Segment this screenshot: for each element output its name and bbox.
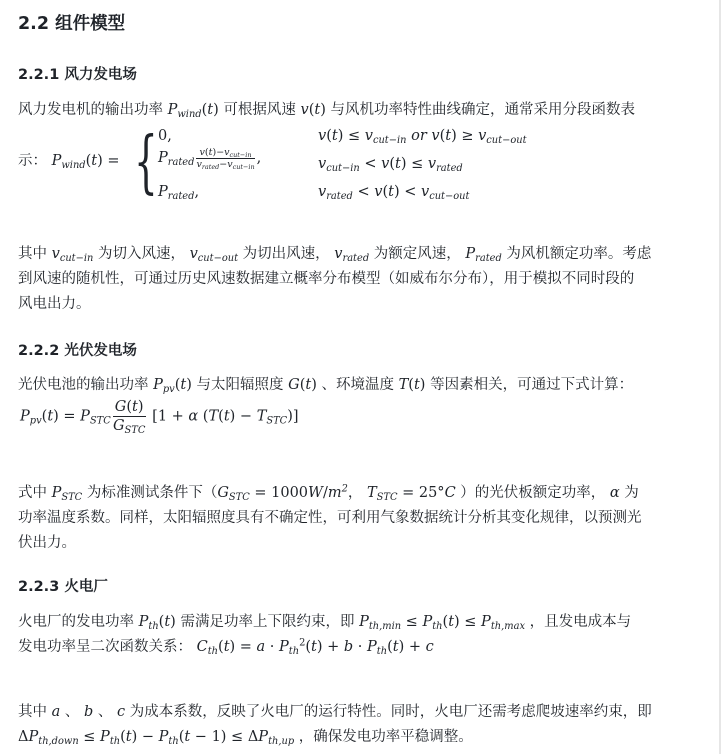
pv-heading: 2.2.2 光伏发电场: [18, 343, 137, 359]
case-1-condition: $v(t) \le v_{cut-in}$ or $v(t) \ge v_{cut-out}$: [318, 128, 527, 146]
case-3-value: $P_{rated}$,: [158, 184, 200, 202]
case-2-condition: $v_{cut-in} < v(t) \le v_{rated}$: [318, 156, 463, 174]
pv-formula: $P_{pv}(t) = P_{STC}$ $\frac{G(t)}{G_{STC}}$ [1 + α $(T(t) - T_{STC})$]: [20, 399, 299, 436]
section-title: 2.2 组件模型: [18, 14, 126, 34]
wind-intro: 风力发电机的输出功率 $P_{wind}(t)$ 可根据风速 v(t) 与风机功率特性曲线确定，通常采用分段函数表: [18, 102, 635, 120]
math-v-t: v(t): [300, 102, 326, 118]
wind-description: 其中 $v_{cut-in}$ 为切入风速， $v_{cut-out}$ 为切出风速， $v_{rated}$ 为额定风速， $P_{rated}$ 为风机额定功率。考虑 到风速的随机性，可通过历史风速数据建立概率分布模型（如威布尔分布），用于模拟不同时段的 风电出力。: [18, 246, 652, 312]
math-p-wind: $P_{wind}(t)$: [167, 102, 219, 120]
thermal-intro: 火电厂的发电功率 $P_{th}(t)$ 需满足功率上下限约束，即 $P_{th,min} \le P_{th}(t) \le P_{th,max}$ ，且发电成本与 发电功率呈二次函数关系： $C_{th}(t) = a \cdot P_{th}^2(t) + b \cdot P_{th}(t) + c$: [18, 614, 632, 657]
case-2-value: $P_{rated}$ $\frac{v(t)-v_{cut-in}}{v_{rated}-v_{cut-in}}$ ,: [158, 146, 262, 171]
wind-heading: 2.2.1 风力发电场: [18, 67, 137, 83]
case-1-value: 0,: [158, 128, 172, 144]
ramp-constraint: $\Delta P_{th,down} \le P_{th}(t) - P_{th}(t - 1) \le \Delta P_{th,up}$: [18, 729, 295, 747]
thermal-description: 其中 a 、 b 、 c 为成本系数，反映了火电厂的运行特性。同时，火电厂还需考虑爬坡速率约束，即 $\Delta P_{th,down} \le P_{th}(t) - P_{th}(t - 1) \le \Delta P_{th,up}$ ，确保发电功率平稳调整。: [18, 704, 652, 747]
wind-formula-lhs: 示： $P_{wind}(t)$ =: [18, 153, 120, 171]
cases-brace: {: [134, 123, 158, 202]
case-3-condition: $v_{rated} < v(t) < v_{cut-out}$: [318, 184, 470, 202]
pv-intro: 光伏电池的输出功率 $P_{pv}(t)$ 与太阳辐照度 G(t) 、环境温度 T(t) 等因素相关，可通过下式计算：: [18, 377, 634, 395]
thermal-heading: 2.2.3 火电厂: [18, 579, 108, 595]
cost-formula: $C_{th}(t) = a \cdot P_{th}^2(t) + b \cdot P_{th}(t) + c$: [196, 637, 434, 657]
pv-description: 式中 $P_{STC}$ 为标准测试条件下（$G_{STC} = 1000W/m^2$， $T_{STC} = 25^\circ C$ ）的光伏板额定功率， α 为 功率温度系数。同样，太阳辐照度具有不确定性，可利用气象数据统计分析其变化规律，以预测光 伏出力。: [18, 483, 642, 551]
